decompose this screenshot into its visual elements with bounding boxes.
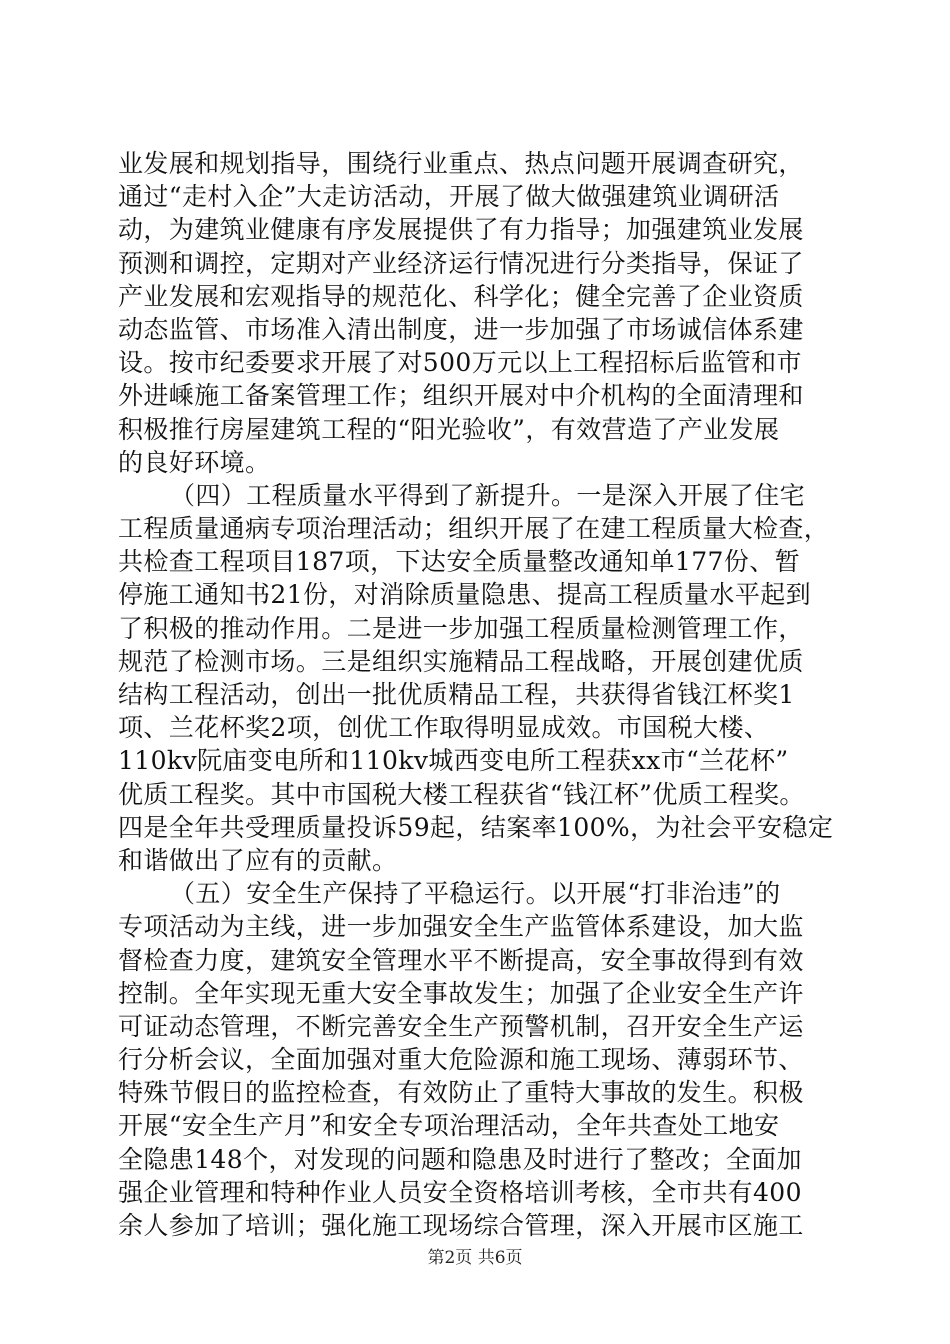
text-line: 预测和调控，定期对产业经济运行情况进行分类指导，保证了 — [118, 248, 804, 278]
text-line: 和谐做出了应有的贡献。 — [118, 845, 398, 875]
text-line: 优质工程奖。其中市国税大楼工程获省“钱江杯”优质工程奖。 — [118, 779, 805, 809]
text-line: 通过“走村入企”大走访活动，开展了做大做强建筑业调研活 — [118, 182, 780, 212]
text-line: 可证动态管理，不断完善安全生产预警机制，召开安全生产运 — [118, 1011, 804, 1041]
text-line: 项、兰花杯奖2项，创优工作取得明显成效。市国税大楼、 — [118, 713, 770, 743]
paragraph-heading-5: （五）安全生产保持了平稳运行。以开展“打非治违”的 — [170, 879, 781, 909]
text-line: 设。按市纪委要求开展了对500万元以上工程招标后监管和市 — [118, 348, 802, 378]
text-line: 行分析会议，全面加强对重大危险源和施工现场、薄弱环节、 — [118, 1045, 804, 1075]
text-line: 积极推行房屋建筑工程的“阳光验收”，有效营造了产业发展 — [118, 414, 780, 444]
text-line: 共检查工程项目187项，下达安全质量整改通知单177份、暂 — [118, 547, 801, 577]
text-line: 开展“安全生产月”和安全专项治理活动，全年共查处工地安 — [118, 1111, 780, 1141]
text-line: 110kv阮庙变电所和110kv城西变电所工程获xx市“兰花杯” — [118, 746, 789, 776]
text-line: 结构工程活动，创出一批优质精品工程，共获得省钱江杯奖1 — [118, 680, 795, 709]
text-line: 四是全年共受理质量投诉59起，结案率100%，为社会平安稳定 — [118, 812, 834, 842]
text-line: 停施工通知书21份，对消除质量隐患、提高工程质量水平起到 — [118, 580, 812, 610]
text-line: 的良好环境。 — [118, 447, 271, 477]
text-line: 外进嵊施工备案管理工作；组织开展对中介机构的全面清理和 — [118, 381, 804, 411]
text-line: 了积极的推动作用。二是进一步加强工程质量检测管理工作， — [118, 613, 804, 643]
text-line: 余人参加了培训；强化施工现场综合管理，深入开展市区施工 — [118, 1211, 804, 1240]
text-line: 工程质量通病专项治理活动；组织开展了在建工程质量大检查， — [118, 514, 830, 544]
paragraph-heading-4: （四）工程质量水平得到了新提升。一是深入开展了住宅 — [170, 480, 806, 510]
text-line: 规范了检测市场。三是组织实施精品工程战略，开展创建优质 — [118, 646, 804, 676]
text-line: 督检查力度，建筑安全管理水平不断提高，安全事故得到有效 — [118, 945, 804, 975]
body-text — [118, 147, 836, 1242]
text-line: 强企业管理和特种作业人员安全资格培训考核，全市共有400 — [118, 1177, 802, 1207]
text-line: 动态监管、市场准入清出制度，进一步加强了市场诚信体系建 — [118, 314, 804, 344]
text-line: 特殊节假日的监控检查，有效防止了重特大事故的发生。积极 — [118, 1078, 804, 1108]
text-line: 业发展和规划指导，围绕行业重点、热点问题开展调查研究， — [118, 149, 804, 178]
text-line: 全隐患148个，对发现的问题和隐患及时进行了整改；全面加 — [118, 1144, 802, 1174]
text-line: 专项活动为主线，进一步加强安全生产监管体系建设，加大监 — [118, 912, 804, 942]
text-line: 动，为建筑业健康有序发展提供了有力指导；加强建筑业发展 — [118, 215, 804, 245]
page-footer: 第2页 共6页 — [427, 1248, 523, 1268]
text-line: 控制。全年实现无重大安全事故发生；加强了企业安全生产许 — [118, 978, 804, 1008]
text-line: 产业发展和宏观指导的规范化、科学化；健全完善了企业资质 — [118, 281, 804, 311]
